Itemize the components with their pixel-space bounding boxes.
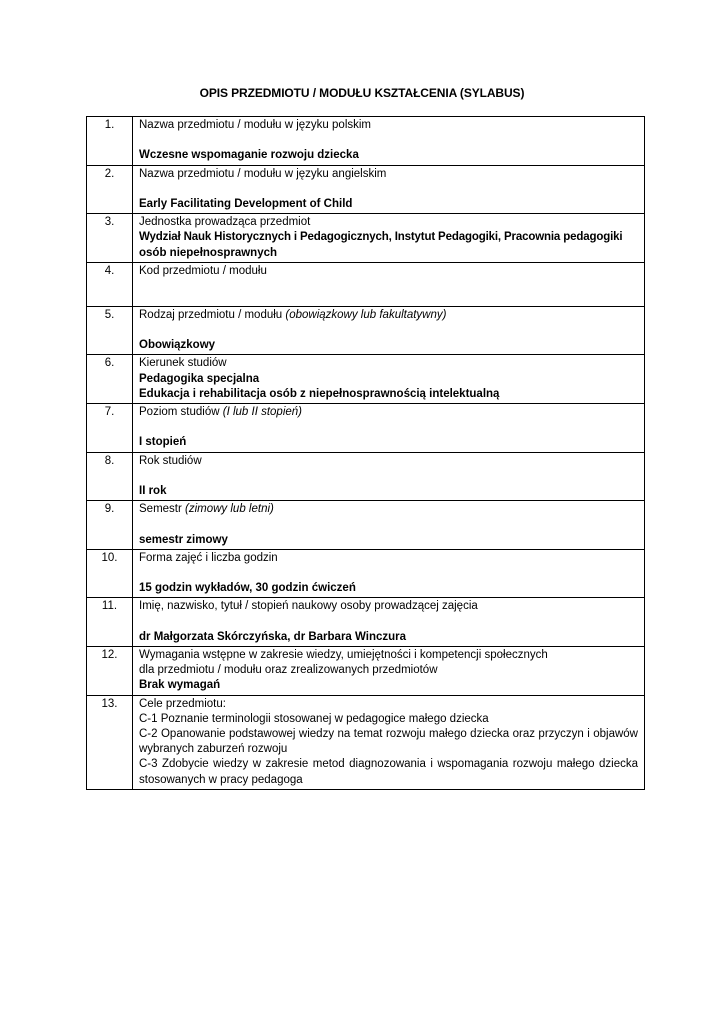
row-value: 15 godzin wykładów, 30 godzin ćwiczeń	[139, 582, 356, 595]
row-hint: (I lub II stopień)	[222, 406, 302, 418]
row-label: Semestr (zimowy lub letni)	[139, 503, 274, 516]
row-label: Cele przedmiotu:	[139, 697, 226, 710]
row-number: 1.	[87, 117, 133, 166]
row-content	[133, 695, 645, 789]
page-title: OPIS PRZEDMIOTU / MODUŁU KSZTAŁCENIA (SYLABUS)	[199, 86, 525, 100]
row-number: 9.	[87, 501, 133, 550]
table-row	[87, 262, 645, 306]
row-content	[133, 646, 645, 695]
row-label: Rodzaj przedmiotu / modułu (obowiązkowy lub fakultatywny)	[139, 308, 447, 321]
table-row	[87, 306, 645, 355]
row-label: Poziom studiów (I lub II stopień)	[139, 406, 302, 418]
row-value: Wydział Nauk Historycznych i Pedagogicznych, Instytut Pedagogiki, Pracownia pedagogiki	[139, 231, 623, 244]
row-content	[133, 598, 645, 647]
row-label: dla przedmiotu / modułu oraz zrealizowanych przedmiotów	[139, 664, 438, 677]
row-value: Wczesne wspomaganie rozwoju dziecka	[139, 149, 359, 162]
row-content	[133, 501, 645, 550]
row-label: Forma zajęć i liczba godzin	[139, 551, 278, 564]
row-label: Rok studiów	[139, 454, 202, 467]
row-number: 5.	[87, 306, 133, 355]
row-content	[133, 452, 645, 501]
row-value: II rok	[139, 484, 167, 497]
row-value: Brak wymagań	[139, 679, 221, 692]
row-content	[133, 306, 645, 355]
table-row	[87, 117, 645, 166]
row-number: 6.	[87, 355, 133, 404]
table-row	[87, 598, 645, 647]
goal-item: C-3 Zdobycie wiedzy w zakresie metod diagnozowania i wspomagania rozwoju małego dziecka stosowanych w pracy pedagoga	[139, 758, 638, 786]
row-value: dr Małgorzata Skórczyńska, dr Barbara Winczura	[139, 630, 407, 643]
row-number: 3.	[87, 214, 133, 263]
row-number: 8.	[87, 452, 133, 501]
syllabus-table	[86, 116, 645, 790]
row-content	[133, 549, 645, 598]
row-number: 12.	[87, 646, 133, 695]
table-row	[87, 646, 645, 695]
table-row	[87, 549, 645, 598]
row-label: Jednostka prowadząca przedmiot	[139, 216, 311, 229]
table-row	[87, 452, 645, 501]
table-row	[87, 501, 645, 550]
row-hint: (obowiązkowy lub fakultatywny)	[285, 308, 447, 321]
row-content	[133, 214, 645, 263]
row-label: Imię, nazwisko, tytuł / stopień naukowy osoby prowadzącej zajęcia	[139, 600, 478, 613]
row-label: Nazwa przedmiotu / modułu w języku angielskim	[139, 167, 387, 180]
table-row	[87, 404, 645, 453]
table-row	[87, 165, 645, 214]
row-content	[133, 404, 645, 453]
row-number: 2.	[87, 165, 133, 214]
table-row	[87, 695, 645, 789]
row-value: I stopień	[139, 436, 187, 449]
row-number: 4.	[87, 262, 133, 306]
row-value: Pedagogika specjalna	[139, 372, 260, 385]
table-row	[87, 214, 645, 263]
row-value: Edukacja i rehabilitacja osób z niepełnosprawnością intelektualną	[139, 387, 500, 400]
table-row	[87, 355, 645, 404]
row-label: Nazwa przedmiotu / modułu w języku polskim	[139, 119, 372, 131]
row-hint: (zimowy lub letni)	[185, 503, 274, 516]
row-value: semestr zimowy	[139, 533, 228, 546]
row-number: 11.	[87, 598, 133, 647]
goal-item: C-1 Poznanie terminologii stosowanej w pedagogice małego dziecka	[139, 712, 489, 725]
row-label: Kod przedmiotu / modułu	[139, 264, 267, 277]
row-value: osób niepełnosprawnych	[139, 246, 278, 259]
row-label: Kierunek studiów	[139, 357, 227, 370]
goal-item: C-2 Opanowanie podstawowej wiedzy na temat rozwoju małego dziecka oraz przyczyn i objawów wybranych zaburzeń rozwoju	[139, 727, 638, 756]
row-content	[133, 117, 645, 166]
row-number: 10.	[87, 549, 133, 598]
row-content	[133, 262, 645, 306]
row-number: 7.	[87, 404, 133, 453]
row-label: Wymagania wstępne w zakresie wiedzy, umiejętności i kompetencji społecznych	[139, 648, 548, 661]
row-content	[133, 165, 645, 214]
row-content	[133, 355, 645, 404]
row-value: Early Facilitating Development of Child	[139, 197, 353, 210]
row-number: 13.	[87, 695, 133, 789]
row-value: Obowiązkowy	[139, 339, 216, 352]
